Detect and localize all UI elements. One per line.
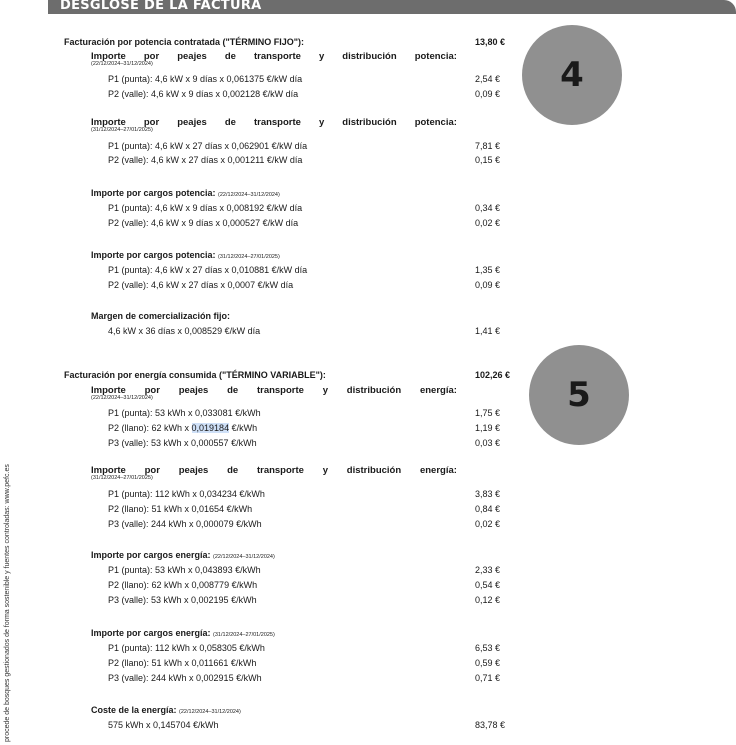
fijo-peajes2-p2-amount: 0,15 € (475, 155, 501, 165)
fijo-peajes1-p2: P2 (valle): 4,6 kW x 9 días x 0,002128 €/kW día (108, 89, 299, 99)
variable-cargos1-p2-amount: 0,54 € (475, 580, 501, 590)
fijo-margen-heading: Margen de comercialización fijo: (91, 311, 231, 321)
fijo-cargos2-p2-amount: 0,09 € (475, 280, 501, 290)
variable-peajes2-p2-amount: 0,84 € (475, 504, 501, 514)
variable-peajes1-p3-amount: 0,03 € (475, 438, 501, 448)
variable-peajes2-p3: P3 (valle): 244 kWh x 0,000079 €/kWh (108, 519, 262, 529)
fijo-total: 13,80 € (475, 37, 506, 47)
variable-cargos2-p3-amount: 0,71 € (475, 673, 501, 683)
fijo-peajes2-p1-amount: 7,81 € (475, 141, 501, 151)
selected-text[interactable]: 0,019184 (191, 423, 230, 433)
fijo-margen-amount: 1,41 € (475, 326, 501, 336)
fijo-title: Facturación por potencia contratada ("TÉRMINO FIJO"): (64, 37, 305, 47)
variable-cargos1-p2: P2 (llano): 62 kWh x 0,008779 €/kWh (108, 580, 258, 590)
fijo-peajes2-p2: P2 (valle): 4,6 kW x 27 días x 0,001211 €/kW día (108, 155, 303, 165)
variable-cargos2-heading: Importe por cargos energía: (31/12/2024–27/01/2025) (91, 628, 275, 638)
fijo-peajes2-heading: Importe por peajes de transporte y distribución potencia: (91, 117, 457, 128)
badge-5: 5 (529, 345, 629, 445)
fijo-cargos2-p2: P2 (valle): 4,6 kW x 27 días x 0,0007 €/kW día (108, 280, 294, 290)
fijo-peajes2-p1: P1 (punta): 4,6 kW x 27 días x 0,062901 €/kW día (108, 141, 308, 151)
variable-total: 102,26 € (475, 370, 511, 380)
fijo-cargos1-p1-amount: 0,34 € (475, 203, 501, 213)
fijo-peajes1-p1: P1 (punta): 4,6 kW x 9 días x 0,061375 €/kW día (108, 74, 303, 84)
fijo-cargos1-p1: P1 (punta): 4,6 kW x 9 días x 0,008192 €/kW día (108, 203, 303, 213)
variable-coste-line: 575 kWh x 0,145704 €/kWh (108, 720, 219, 730)
fijo-cargos1-p2: P2 (valle): 4,6 kW x 9 días x 0,000527 €/kW día (108, 218, 299, 228)
variable-peajes2-p2: P2 (llano): 51 kWh x 0,01654 €/kWh (108, 504, 253, 514)
variable-cargos2-p3: P3 (valle): 244 kWh x 0,002915 €/kWh (108, 673, 262, 683)
variable-coste-amount: 83,78 € (475, 720, 506, 730)
variable-peajes2-period: (31/12/2024–27/01/2025) (91, 475, 153, 481)
variable-peajes1-heading: Importe por peajes de transporte y distribución energía: (91, 385, 457, 396)
fijo-peajes1-p1-amount: 2,54 € (475, 74, 501, 84)
variable-cargos2-p1: P1 (punta): 112 kWh x 0,058305 €/kWh (108, 643, 265, 653)
fijo-peajes1-heading: Importe por peajes de transporte y distribución potencia: (91, 51, 457, 62)
fijo-cargos2-heading: Importe por cargos potencia: (31/12/2024–27/01/2025) (91, 250, 280, 260)
fijo-margen-line: 4,6 kW x 36 días x 0,008529 €/kW día (108, 326, 261, 336)
fijo-cargos2-p1: P1 (punta): 4,6 kW x 27 días x 0,010881 €/kW día (108, 265, 308, 275)
variable-peajes1-p2: P2 (llano): 62 kWh x 0,019184 €/kWh (108, 423, 258, 433)
badge-4: 4 (522, 25, 622, 125)
variable-cargos1-p3-amount: 0,12 € (475, 595, 501, 605)
variable-peajes1-p2-amount: 1,19 € (475, 423, 501, 433)
variable-cargos1-p1: P1 (punta): 53 kWh x 0,043893 €/kWh (108, 565, 261, 575)
variable-peajes1-p1-amount: 1,75 € (475, 408, 501, 418)
section-title: DESGLOSE DE LA FACTURA (60, 0, 262, 13)
variable-title: Facturación por energía consumida ("TÉRMINO VARIABLE"): (64, 370, 326, 380)
side-legal-text: procede de bosques gestionados de forma sostenible y fuentes controladas: www.pefc.es (4, 464, 11, 742)
variable-peajes2-heading: Importe por peajes de transporte y distribución energía: (91, 465, 457, 476)
variable-cargos1-p1-amount: 2,33 € (475, 565, 501, 575)
variable-peajes2-p1: P1 (punta): 112 kWh x 0,034234 €/kWh (108, 489, 265, 499)
fijo-peajes1-p2-amount: 0,09 € (475, 89, 501, 99)
variable-cargos1-heading: Importe por cargos energía: (22/12/2024–31/12/2024) (91, 550, 275, 560)
fijo-cargos1-heading: Importe por cargos potencia: (22/12/2024–31/12/2024) (91, 188, 280, 198)
fijo-cargos2-p1-amount: 1,35 € (475, 265, 501, 275)
variable-coste-heading: Coste de la energía: (22/12/2024–31/12/2024) (91, 705, 241, 715)
variable-peajes1-period: (22/12/2024–31/12/2024) (91, 395, 153, 401)
variable-peajes2-p3-amount: 0,02 € (475, 519, 501, 529)
variable-peajes1-p3: P3 (valle): 53 kWh x 0,000557 €/kWh (108, 438, 257, 448)
variable-cargos2-p1-amount: 6,53 € (475, 643, 501, 653)
fijo-peajes2-period: (31/12/2024–27/01/2025) (91, 127, 153, 133)
variable-cargos2-p2-amount: 0,59 € (475, 658, 501, 668)
variable-cargos1-p3: P3 (valle): 53 kWh x 0,002195 €/kWh (108, 595, 257, 605)
fijo-peajes1-period: (22/12/2024–31/12/2024) (91, 61, 153, 67)
variable-peajes1-p1: P1 (punta): 53 kWh x 0,033081 €/kWh (108, 408, 261, 418)
variable-peajes2-p1-amount: 3,83 € (475, 489, 501, 499)
variable-cargos2-p2: P2 (llano): 51 kWh x 0,011661 €/kWh (108, 658, 257, 668)
fijo-cargos1-p2-amount: 0,02 € (475, 218, 501, 228)
